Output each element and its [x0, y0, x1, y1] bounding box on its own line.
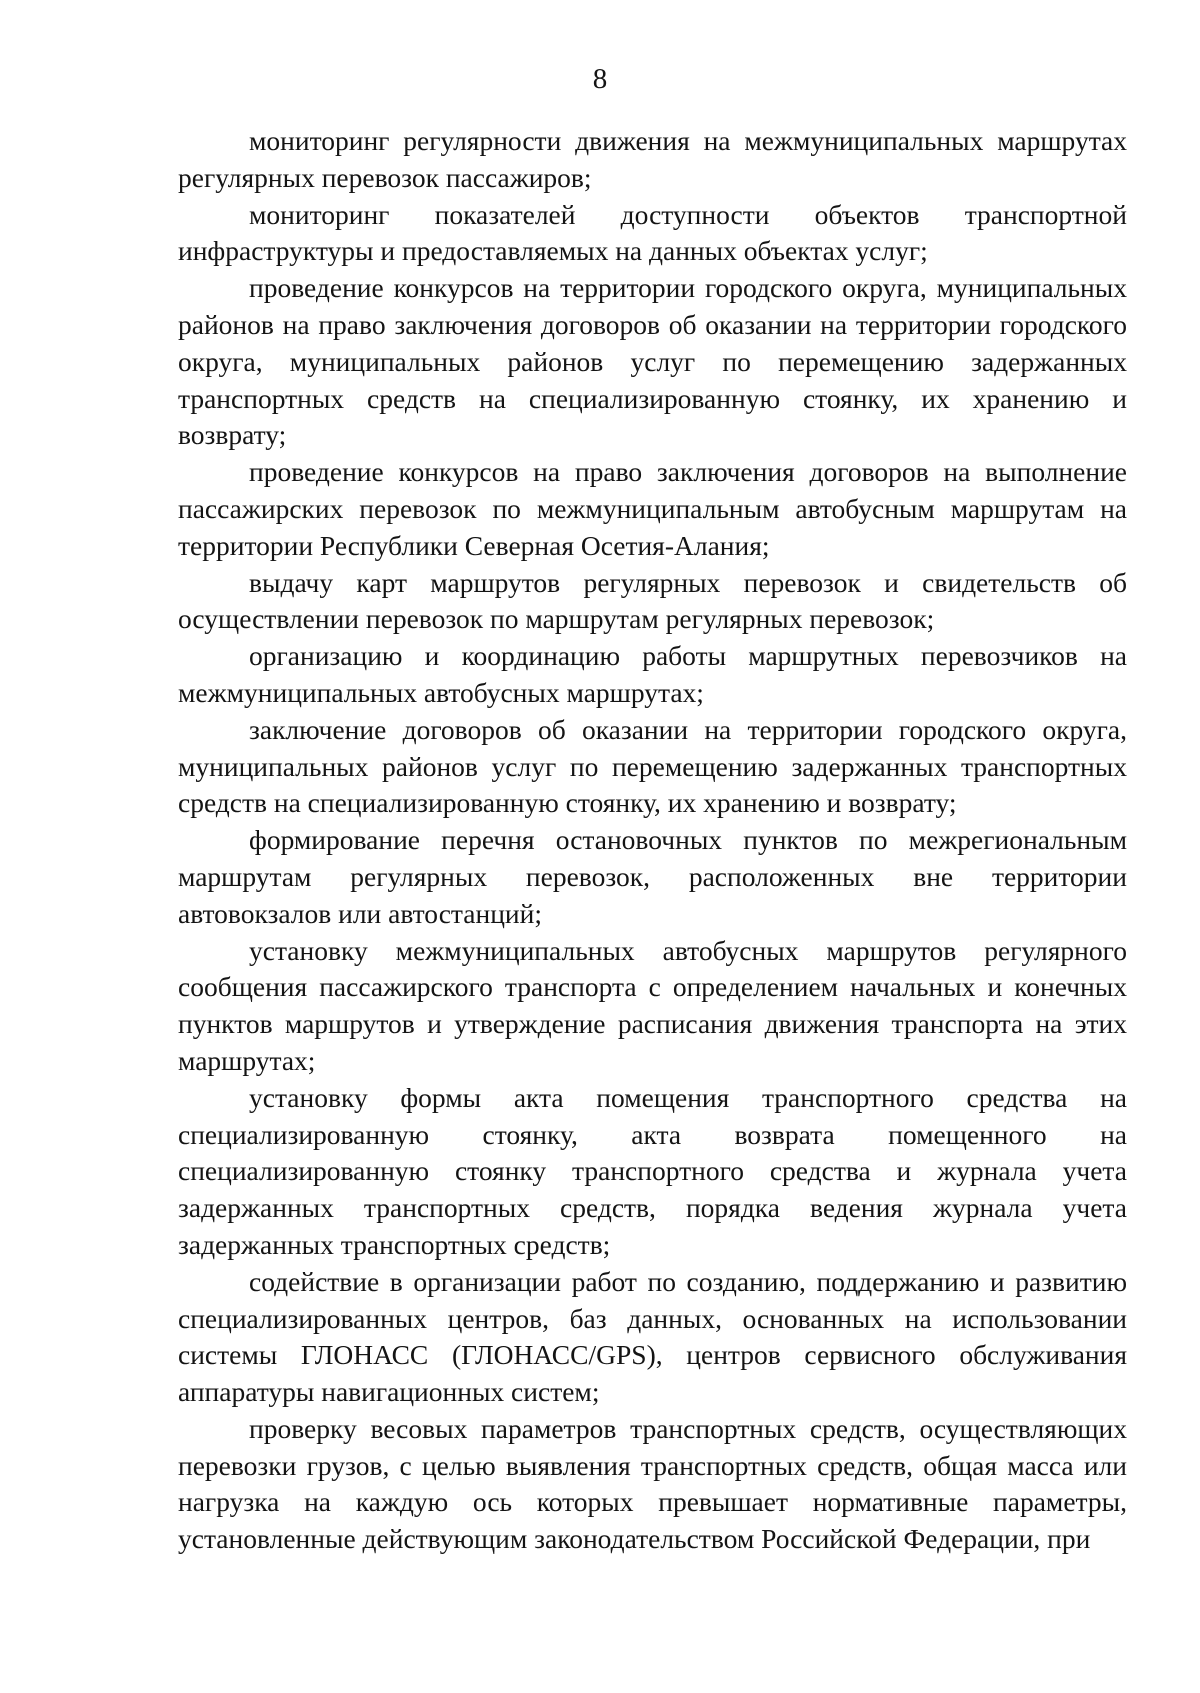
paragraph-monitoring-accessibility: мониторинг показателей доступности объектов транспортной инфраструктуры и предоставляемых на данных объектах услуг; — [178, 198, 1127, 267]
paragraph-monitoring-regularity: мониторинг регулярности движения на межмуниципальных маршрутах регулярных перевозок пассажиров; — [178, 125, 1127, 193]
paragraph-route-cards: выдачу карт маршрутов регулярных перевозок и свидетельств об осуществлении перевозок по маршрутам регулярных перевозок; — [178, 566, 1127, 635]
paragraph-glonass-centers: содействие в организации работ по созданию, поддержанию и развитию специализированных центров, баз данных, основанных на использовании системы ГЛОНАСС (ГЛОНАСС/GPS), центров сервисного обслуживания аппаратуры навигационных систем; — [178, 1265, 1127, 1408]
body-text — [178, 123, 1127, 1558]
page-number: 8 — [592, 63, 608, 95]
paragraph-stop-list: формирование перечня остановочных пунктов по межрегиональным маршрутам регулярных перевозок, расположенных вне территории автовокзалов или автостанций; — [178, 824, 1127, 929]
paragraph-impound-forms: установку формы акта помещения транспортного средства на специализированную стоянку, акта возврата помещенного на специализированную стоянку транспортного средства и журнала учета задержанных транспортных средств, порядка ведения журнала учета задержанных транспортных средств; — [178, 1081, 1127, 1260]
paragraph-carrier-coordination: организацию и координацию работы маршрутных перевозчиков на межмуниципальных автобусных маршрутах; — [178, 640, 1127, 708]
paragraph-route-establishment: установку межмуниципальных автобусных маршрутов регулярного сообщения пассажирского транспорта с определением начальных и конечных пунктов маршрутов и утверждение расписания движения транспорта на этих маршрутах; — [178, 934, 1127, 1076]
paragraph-tow-service-contracts: заключение договоров об оказании на территории городского округа, муниципальных районов услуг по перемещению задержанных транспортных средств на специализированную стоянку, их хранению и возврату; — [178, 713, 1127, 819]
paragraph-bus-route-tenders: проведение конкурсов на право заключения договоров на выполнение пассажирских перевозок по межмуниципальным автобусным маршрутам на территории Республики Северная Осетия-Алания; — [178, 456, 1127, 561]
paragraph-weight-checks: проверку весовых параметров транспортных средств, осуществляющих перевозки грузов, с целью выявления транспортных средств, общая масса или нагрузка на каждую ось которых превышает нормативные параметры, установленные действующим законодательством Российской Федерации, при — [178, 1412, 1127, 1555]
paragraph-tow-service-tenders: проведение конкурсов на территории городского округа, муниципальных районов на право заключения договоров об оказании на территории городского округа, муниципальных районов услуг по перемещению задержанных транспортных средств на специализированную стоянку, их хранению и возврату; — [178, 272, 1127, 451]
